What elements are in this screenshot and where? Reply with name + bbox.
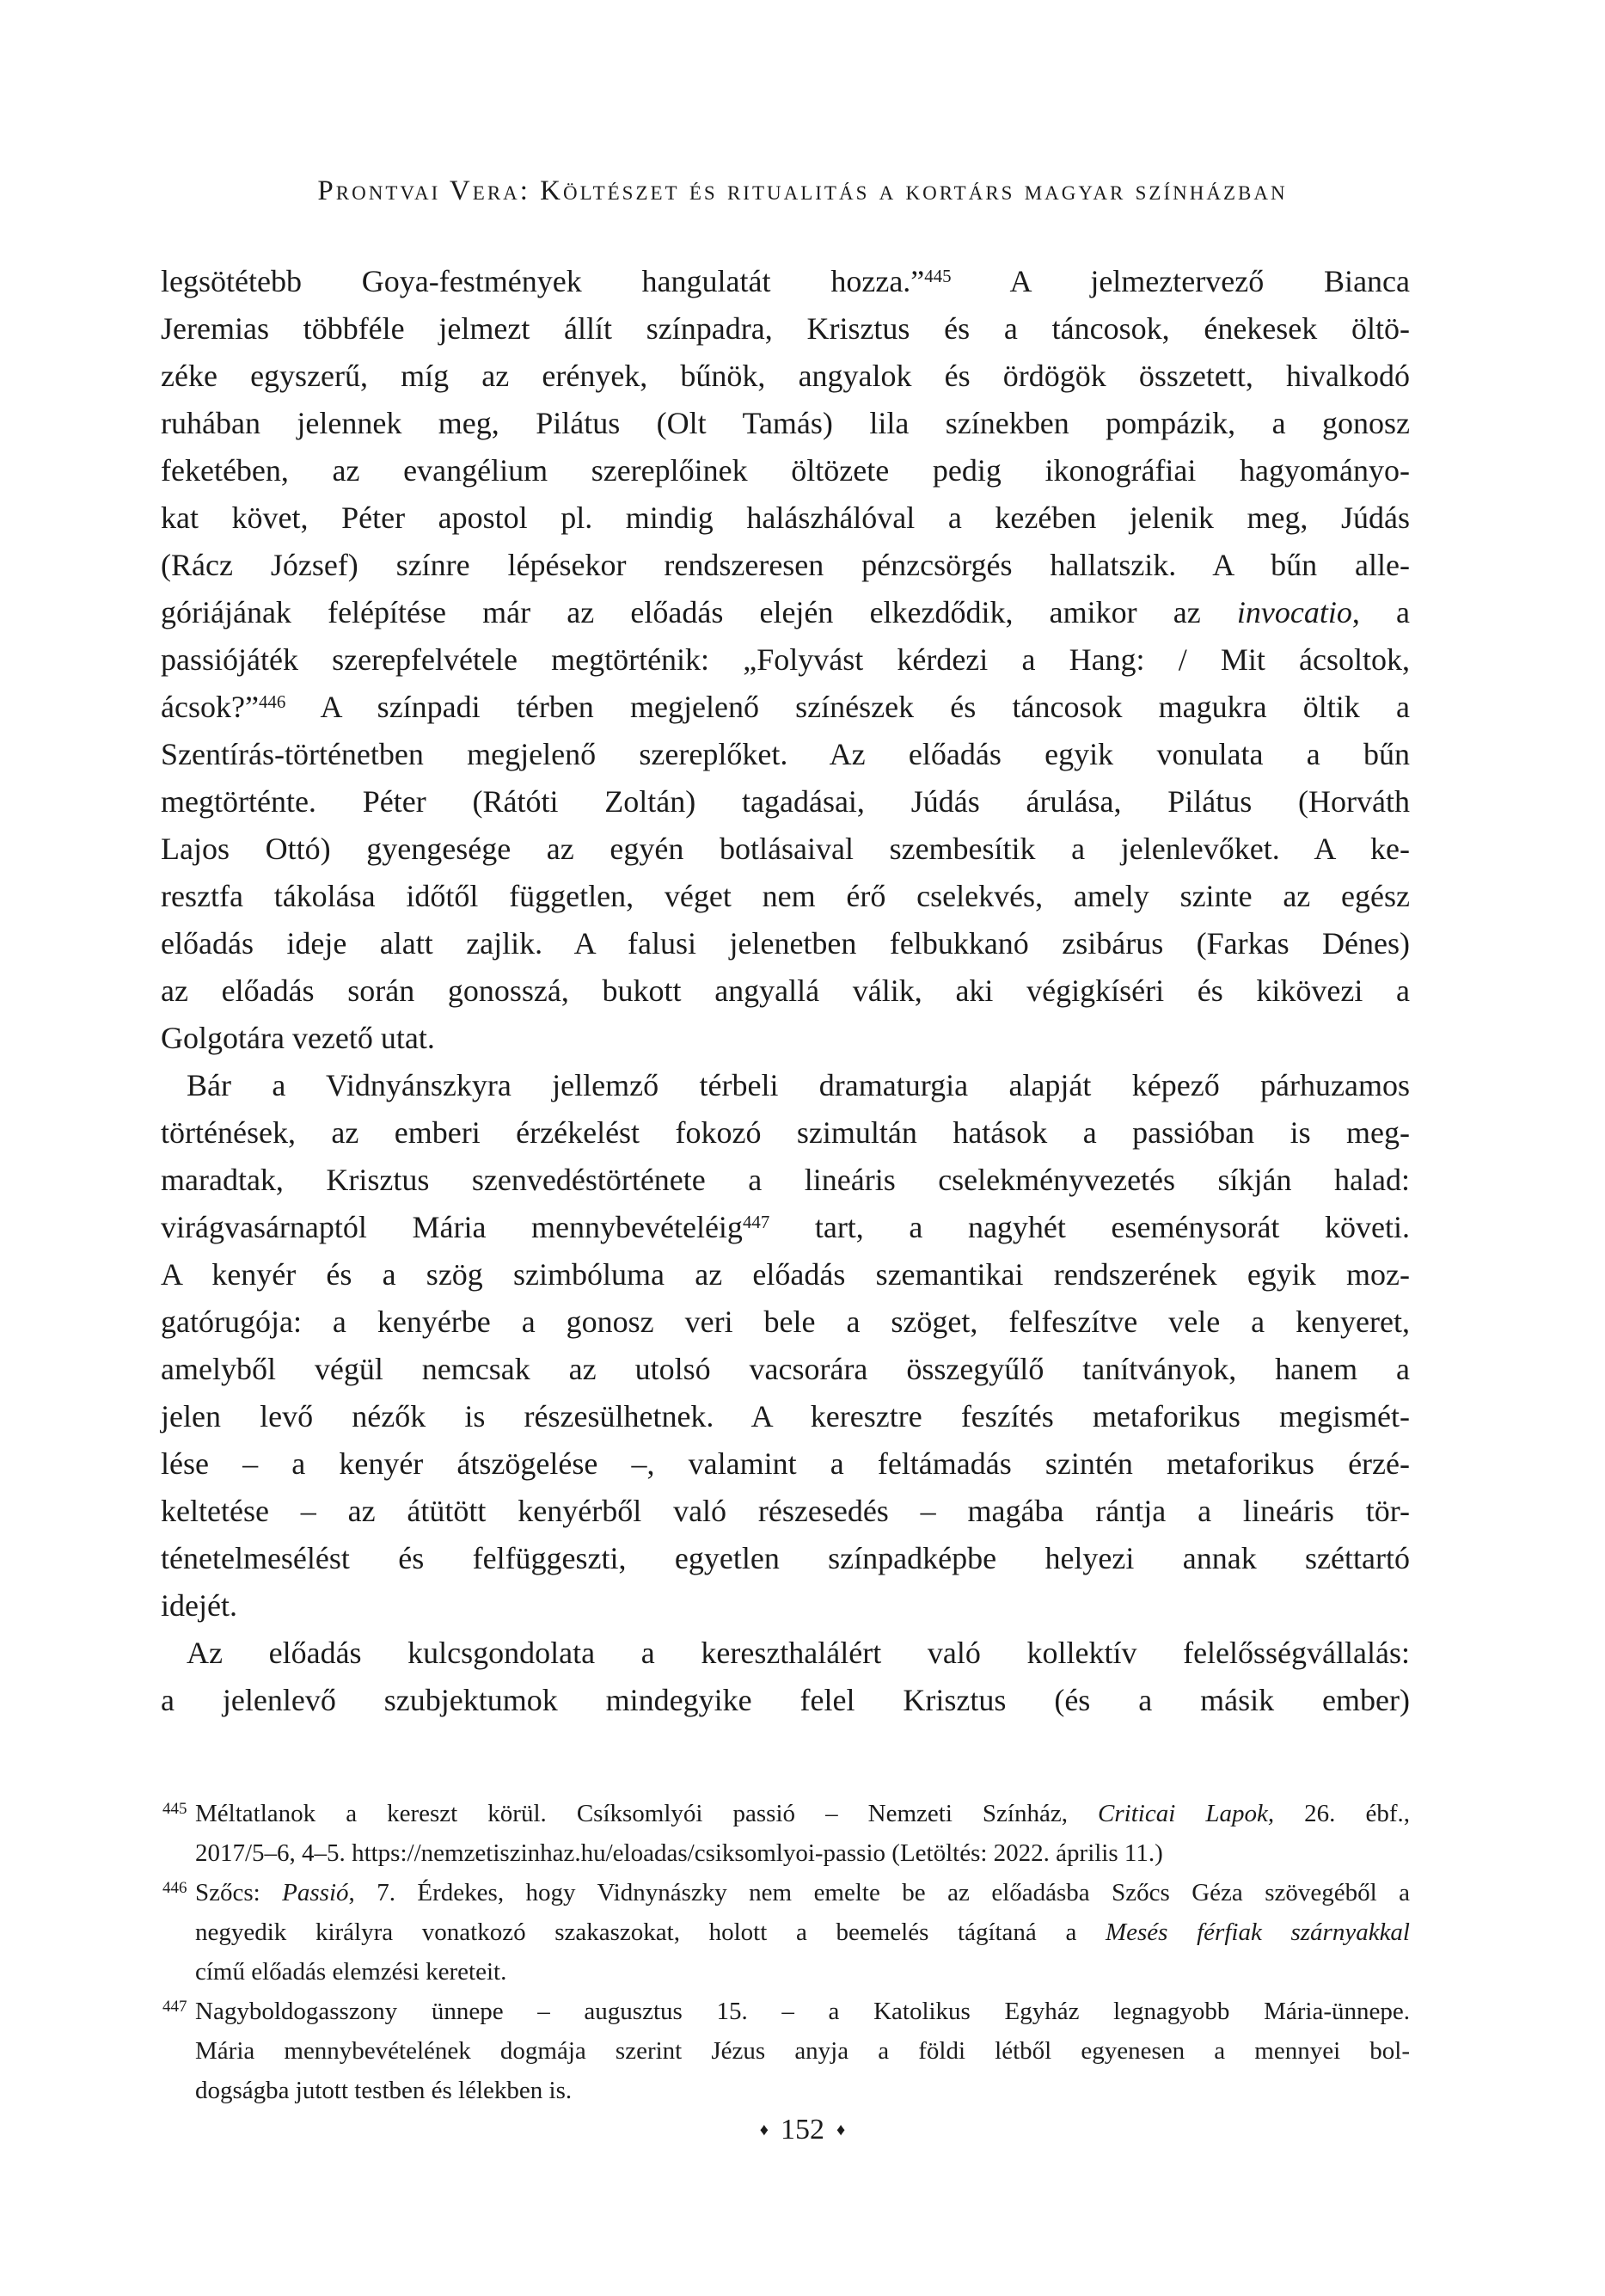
running-header: Prontvai Vera: Költészet és ritualitás a kortárs magyar színházban [317,175,1288,206]
text-run: virágvasárnaptól Mária mennybevételéig [161,1210,743,1244]
body-line: előadás ideje alatt zajlik. A falusi jelenetben felbukkanó zsibárus (Farkas Dénes) [161,926,1410,961]
body-line [161,684,1410,731]
footnote-ref: 445 [924,266,952,287]
body-line: Szentírás-történetben megjelenő szereplőket. Az előadás egyik vonulata a bűn [161,737,1410,771]
footnote-line [195,1794,1410,1833]
body-line: megtörténte. Péter (Rátóti Zoltán) tagadásai, Júdás árulása, Pilátus (Horváth [161,784,1410,819]
italic-title: Passió [282,1879,349,1906]
text-run: A jelmeztervező Bianca [951,264,1410,298]
footnote [161,1873,1410,1992]
footnote-line [195,1873,1410,1912]
page-number-ornament-left: ♦ [759,2121,769,2139]
body-line: gatórugója: a kenyérbe a gonosz veri bele a szöget, felfeszítve vele a kenyeret, [161,1305,1410,1339]
footnote-number: 446 [162,1879,187,1897]
text-run: tart, a nagyhét eseménysorát követi. [769,1210,1410,1244]
footnote-ref: 447 [742,1212,770,1233]
body-line: resztfa tákolása időtől független, véget nem érő cselekvés, amely szinte az egész [161,879,1410,913]
text-run: 26. ébf., [1274,1800,1410,1827]
body-line [161,589,1410,636]
text-run: A színpadi térben megjelenő színészek és táncosok magukra öltik a [285,690,1410,724]
body-line: kat követ, Péter apostol pl. mindig halászhálóval a kezében jelenik meg, Júdás [161,500,1410,535]
footnote-ref: 446 [258,691,286,713]
text-run: Méltatlanok a kereszt körül. Csíksomlyói passió – Nemzeti Színház, [195,1800,1099,1827]
page-number [0,2111,1605,2152]
text-run: 2017/5–6, 4–5. [195,1839,352,1867]
paragraph [161,1062,1410,1630]
italic-title: Mesés férfiak szárnyakkal [1105,1918,1410,1946]
body-line: Jeremias többféle jelmezt állít színpadra, Krisztus és a táncosok, énekesek öltö- [161,311,1410,346]
body-line: lése – a kenyér átszögelése –, valamint a feltámadás szintén metaforikus érzé- [161,1446,1410,1481]
body-text [161,258,1410,1724]
body-line: jelen levő nézők is részesülhetnek. A keresztre feszítés metaforikus megismét- [161,1399,1410,1433]
text-run: (Letöltés: 2022. április 11.) [885,1839,1163,1867]
footnote-line: Nagyboldogasszony ünnepe – augusztus 15. – a Katolikus Egyház legnagyobb Mária-ünnepe. [195,1998,1410,2025]
page-number-value: 152 [781,2114,824,2146]
body-line: passiójáték szerepfelvétele megtörténik: „Folyvást kérdezi a Hang: / Mit ácsoltok, [161,642,1410,677]
body-line: keltetése – az átütött kenyérből való részesedés – magába rántja a lineáris tör- [161,1494,1410,1528]
text-run: negyedik királyra vonatkozó szakaszokat, holott a beemelés tágítaná a [195,1918,1106,1946]
paragraph [161,258,1410,1062]
text-run: góriájának felépítése már az előadás elején elkezdődik, amikor az [161,595,1237,629]
italic-title: Criticai Lapok, [1098,1800,1275,1827]
body-line: Golgotára vezető utat. [161,1021,435,1055]
body-line [161,258,1410,305]
page-number-ornament-right: ♦ [836,2121,846,2139]
italic-title: invocatio [1236,595,1352,629]
body-line: zéke egyszerű, míg az erények, bűnök, angyalok és ördögök összetett, hivalkodó [161,359,1410,393]
text-run: , a [1351,595,1410,629]
footnote-number: 447 [162,1998,187,2016]
body-line: a jelenlevő szubjektumok mindegyike felel Krisztus (és a másik ember) [161,1683,1410,1717]
footnote [161,1992,1410,2110]
body-line: A kenyér és a szög szimbóluma az előadás szemantikai rendszerének egyik moz- [161,1257,1410,1292]
text-run: legsötétebb Goya-festmények hangulatát hozza.” [161,264,925,298]
footnote-line: dogságba jutott testben és lélekben is. [195,2077,573,2104]
body-line: (Rácz József) színre lépésekor rendszeresen pénzcsörgés hallatszik. A bűn alle- [161,548,1410,582]
footnote [161,1794,1410,1873]
footnote-line: Mária mennybevételének dogmája szerint Jézus anyja a földi létből egyenesen a mennyei bol- [195,2037,1410,2065]
body-line: maradtak, Krisztus szenvedéstörténete a lineáris cselekményvezetés síkján halad: [161,1163,1410,1197]
body-line: Lajos Ottó) gyengesége az egyén botlásaival szembesítik a jelenlevőket. A ke- [161,832,1410,866]
text-run: , 7. Érdekes, hogy Vidnynászky nem emelte be az előadásba Szőcs Géza szövegéből a [348,1879,1410,1906]
body-line [161,1204,1410,1251]
text-run: ácsok?” [161,690,259,724]
text-run: Szőcs: [195,1879,283,1906]
body-line: feketében, az evangélium szereplőinek öltözete pedig ikonográfiai hagyományo- [161,453,1410,488]
footnote-line [195,1912,1410,1952]
body-line: amelyből végül nemcsak az utolsó vacsorára összegyűlő tanítványok, hanem a [161,1352,1410,1386]
body-line: ténetelmesélést és felfüggeszti, egyetlen színpadképbe helyezi annak széttartó [161,1541,1410,1575]
body-line: történések, az emberi érzékelést fokozó szimultán hatások a passióban is meg- [161,1115,1410,1150]
body-line: Bár a Vidnyánszkyra jellemző térbeli dramaturgia alapját képező párhuzamos [187,1068,1410,1102]
body-line: az előadás során gonosszá, bukott angyallá válik, aki végigkíséri és kikövezi a [161,973,1410,1008]
body-line: idejét. [161,1588,237,1623]
footnote-number: 445 [162,1800,187,1818]
footnote-line [195,1833,1410,1873]
paragraph [161,1630,1410,1724]
footnote-line: című előadás elemzési kereteit. [195,1958,507,1986]
body-line: ruhában jelennek meg, Pilátus (Olt Tamás) lila színekben pompázik, a gonosz [161,406,1410,440]
body-line: Az előadás kulcsgondolata a kereszthalálért való kollektív felelősségvállalás: [187,1636,1410,1670]
footnotes-section [161,1794,1410,2110]
footnote-url: https://nemzetiszinhaz.hu/eloadas/csiksomlyoi-passio [352,1839,886,1867]
